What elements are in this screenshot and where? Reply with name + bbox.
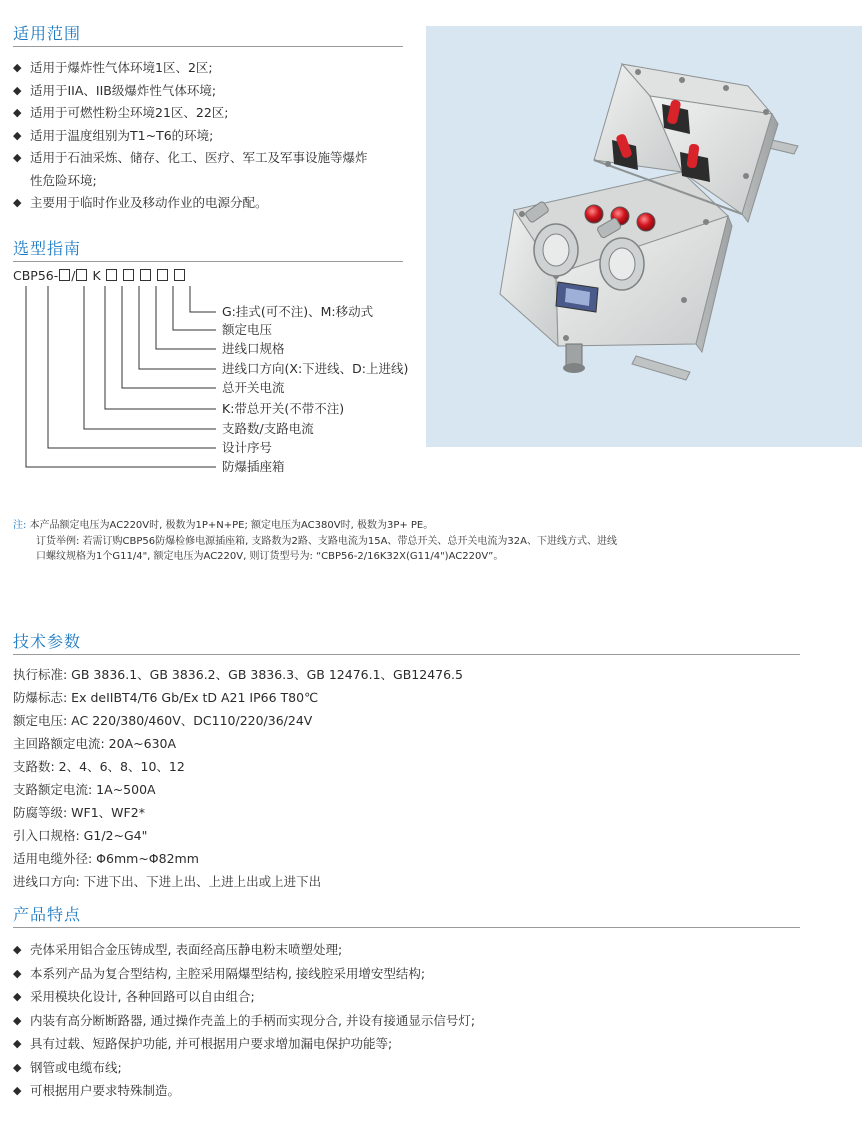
tree-label: 防爆插座箱 bbox=[222, 459, 285, 474]
tree-label: 进线口方向(X:下进线、D:上进线) bbox=[222, 361, 409, 376]
list-item: ◆ 具有过载、短路保护功能, 并可根据用户要求增加漏电保护功能等; bbox=[13, 1032, 813, 1056]
tree-label: 额定电压 bbox=[222, 322, 273, 337]
diamond-bullet-icon: ◆ bbox=[13, 943, 22, 956]
list-item: ◆ 适用于石油采炼、储存、化工、医疗、军工及军事设施等爆炸 性危险环境; bbox=[13, 147, 413, 192]
tree-label: 设计序号 bbox=[222, 440, 273, 455]
note-line: 订货举例: 若需订购CBP56防爆检修电源插座箱, 支路数为2路、支路电流为15A、带总开关、总开关电流为32A、下进线方式、进线 bbox=[36, 535, 617, 547]
param-row: 防爆标志: Ex deIIBT4/T6 Gb/Ex tD A21 IP66 T80℃ bbox=[13, 690, 319, 705]
param-row: 引入口规格: G1/2~G4" bbox=[13, 828, 148, 843]
model-prefix: CBP56- bbox=[13, 268, 59, 283]
param-row: 主回路额定电流: 20A~630A bbox=[13, 736, 177, 751]
code-slash: / bbox=[71, 268, 76, 283]
diamond-bullet-icon: ◆ bbox=[13, 966, 22, 980]
diamond-bullet-icon: ◆ bbox=[13, 990, 22, 1003]
tree-label: 支路数/支路电流 bbox=[222, 421, 314, 436]
list-item: ◆ 本系列产品为复合型结构, 主腔采用隔爆型结构, 接线腔采用增安型结构; bbox=[13, 962, 813, 986]
diamond-bullet-icon: ◆ bbox=[13, 128, 22, 142]
list-item: ◆ 主要用于临时作业及移动作业的电源分配。 bbox=[13, 192, 413, 215]
product-photo bbox=[426, 26, 862, 447]
order-notes bbox=[13, 518, 617, 565]
tree-label: K:带总开关(不带不注) bbox=[222, 401, 345, 416]
features-heading: 产品特点 bbox=[13, 905, 82, 924]
list-item: ◆ 适用于爆炸性气体环境1区、2区; bbox=[13, 57, 413, 80]
list-item: ◆ 钢管或电缆布线; bbox=[13, 1056, 813, 1080]
param-row: 适用电缆外径: Φ6mm~Φ82mm bbox=[13, 851, 199, 866]
diamond-bullet-icon: ◆ bbox=[13, 61, 22, 74]
note-line: 注: 本产品额定电压为AC220V时, 极数为1P+N+PE; 额定电压为AC380V时, 极数为3P+ PE。 bbox=[13, 520, 434, 531]
features-list bbox=[13, 938, 813, 1103]
note-label: 注: bbox=[13, 520, 27, 531]
note-line: 口螺纹规格为1个G11/4", 额定电压为AC220V, 则订货型号为: “CBP56-2/16K32X(G11/4")AC220V”。 bbox=[36, 551, 504, 562]
tree-label: 进线口规格 bbox=[222, 341, 285, 356]
list-item: ◆ 适用于可燃性粉尘环境21区、22区; bbox=[13, 102, 413, 125]
tech-divider bbox=[13, 654, 800, 655]
param-row: 执行标准: GB 3836.1、GB 3836.2、GB 3836.3、GB 12476.1、GB12476.5 bbox=[13, 667, 463, 682]
selection-tree-lines bbox=[0, 0, 420, 480]
param-row: 防腐等级: WF1、WF2* bbox=[13, 805, 145, 820]
features-divider bbox=[13, 927, 800, 928]
code-k: K bbox=[92, 268, 101, 283]
tree-label: G:挂式(可不注)、M:移动式 bbox=[222, 304, 374, 319]
param-row: 支路数: 2、4、6、8、10、12 bbox=[13, 759, 185, 774]
diamond-bullet-icon: ◆ bbox=[13, 1037, 22, 1050]
list-item: ◆ 可根据用户要求特殊制造。 bbox=[13, 1079, 813, 1103]
list-item: ◆ 采用模块化设计, 各种回路可以自由组合; bbox=[13, 985, 813, 1009]
diamond-bullet-icon: ◆ bbox=[13, 1013, 22, 1027]
diamond-bullet-icon: ◆ bbox=[13, 106, 22, 119]
indicator-lamp-icon bbox=[585, 205, 603, 223]
indicator-lamp-icon bbox=[637, 213, 655, 231]
tech-params-list bbox=[13, 663, 463, 893]
cable-gland-icon bbox=[563, 344, 585, 373]
param-row: 额定电压: AC 220/380/460V、DC110/220/36/24V bbox=[13, 713, 313, 728]
list-item-continuation: 性危险环境; bbox=[30, 172, 97, 188]
diamond-bullet-icon: ◆ bbox=[13, 1084, 22, 1097]
list-item: ◆ 适用于IIA、IIB级爆炸性气体环境; bbox=[13, 80, 413, 103]
diamond-bullet-icon: ◆ bbox=[13, 1060, 22, 1074]
list-item: ◆ 内装有高分断断路器, 通过操作壳盖上的手柄而实现分合, 并设有接通显示信号灯; bbox=[13, 1009, 813, 1033]
diamond-bullet-icon: ◆ bbox=[13, 196, 22, 209]
explosion-proof-socket-box-illustration bbox=[426, 26, 862, 447]
tree-label: 总开关电流 bbox=[222, 380, 285, 395]
scope-heading: 适用范围 bbox=[13, 24, 82, 43]
list-item: ◆ 壳体采用铝合金压铸成型, 表面经高压静电粉末喷塑处理; bbox=[13, 938, 813, 962]
list-item: ◆ 适用于温度组别为T1~T6的环境; bbox=[13, 125, 413, 148]
param-row: 支路额定电流: 1A~500A bbox=[13, 782, 156, 797]
param-row: 进线口方向: 下进下出、下进上出、上进上出或上进下出 bbox=[13, 874, 322, 889]
diamond-bullet-icon: ◆ bbox=[13, 83, 22, 97]
diamond-bullet-icon: ◆ bbox=[13, 151, 22, 164]
selection-heading: 选型指南 bbox=[13, 239, 82, 258]
tech-heading: 技术参数 bbox=[13, 632, 82, 651]
